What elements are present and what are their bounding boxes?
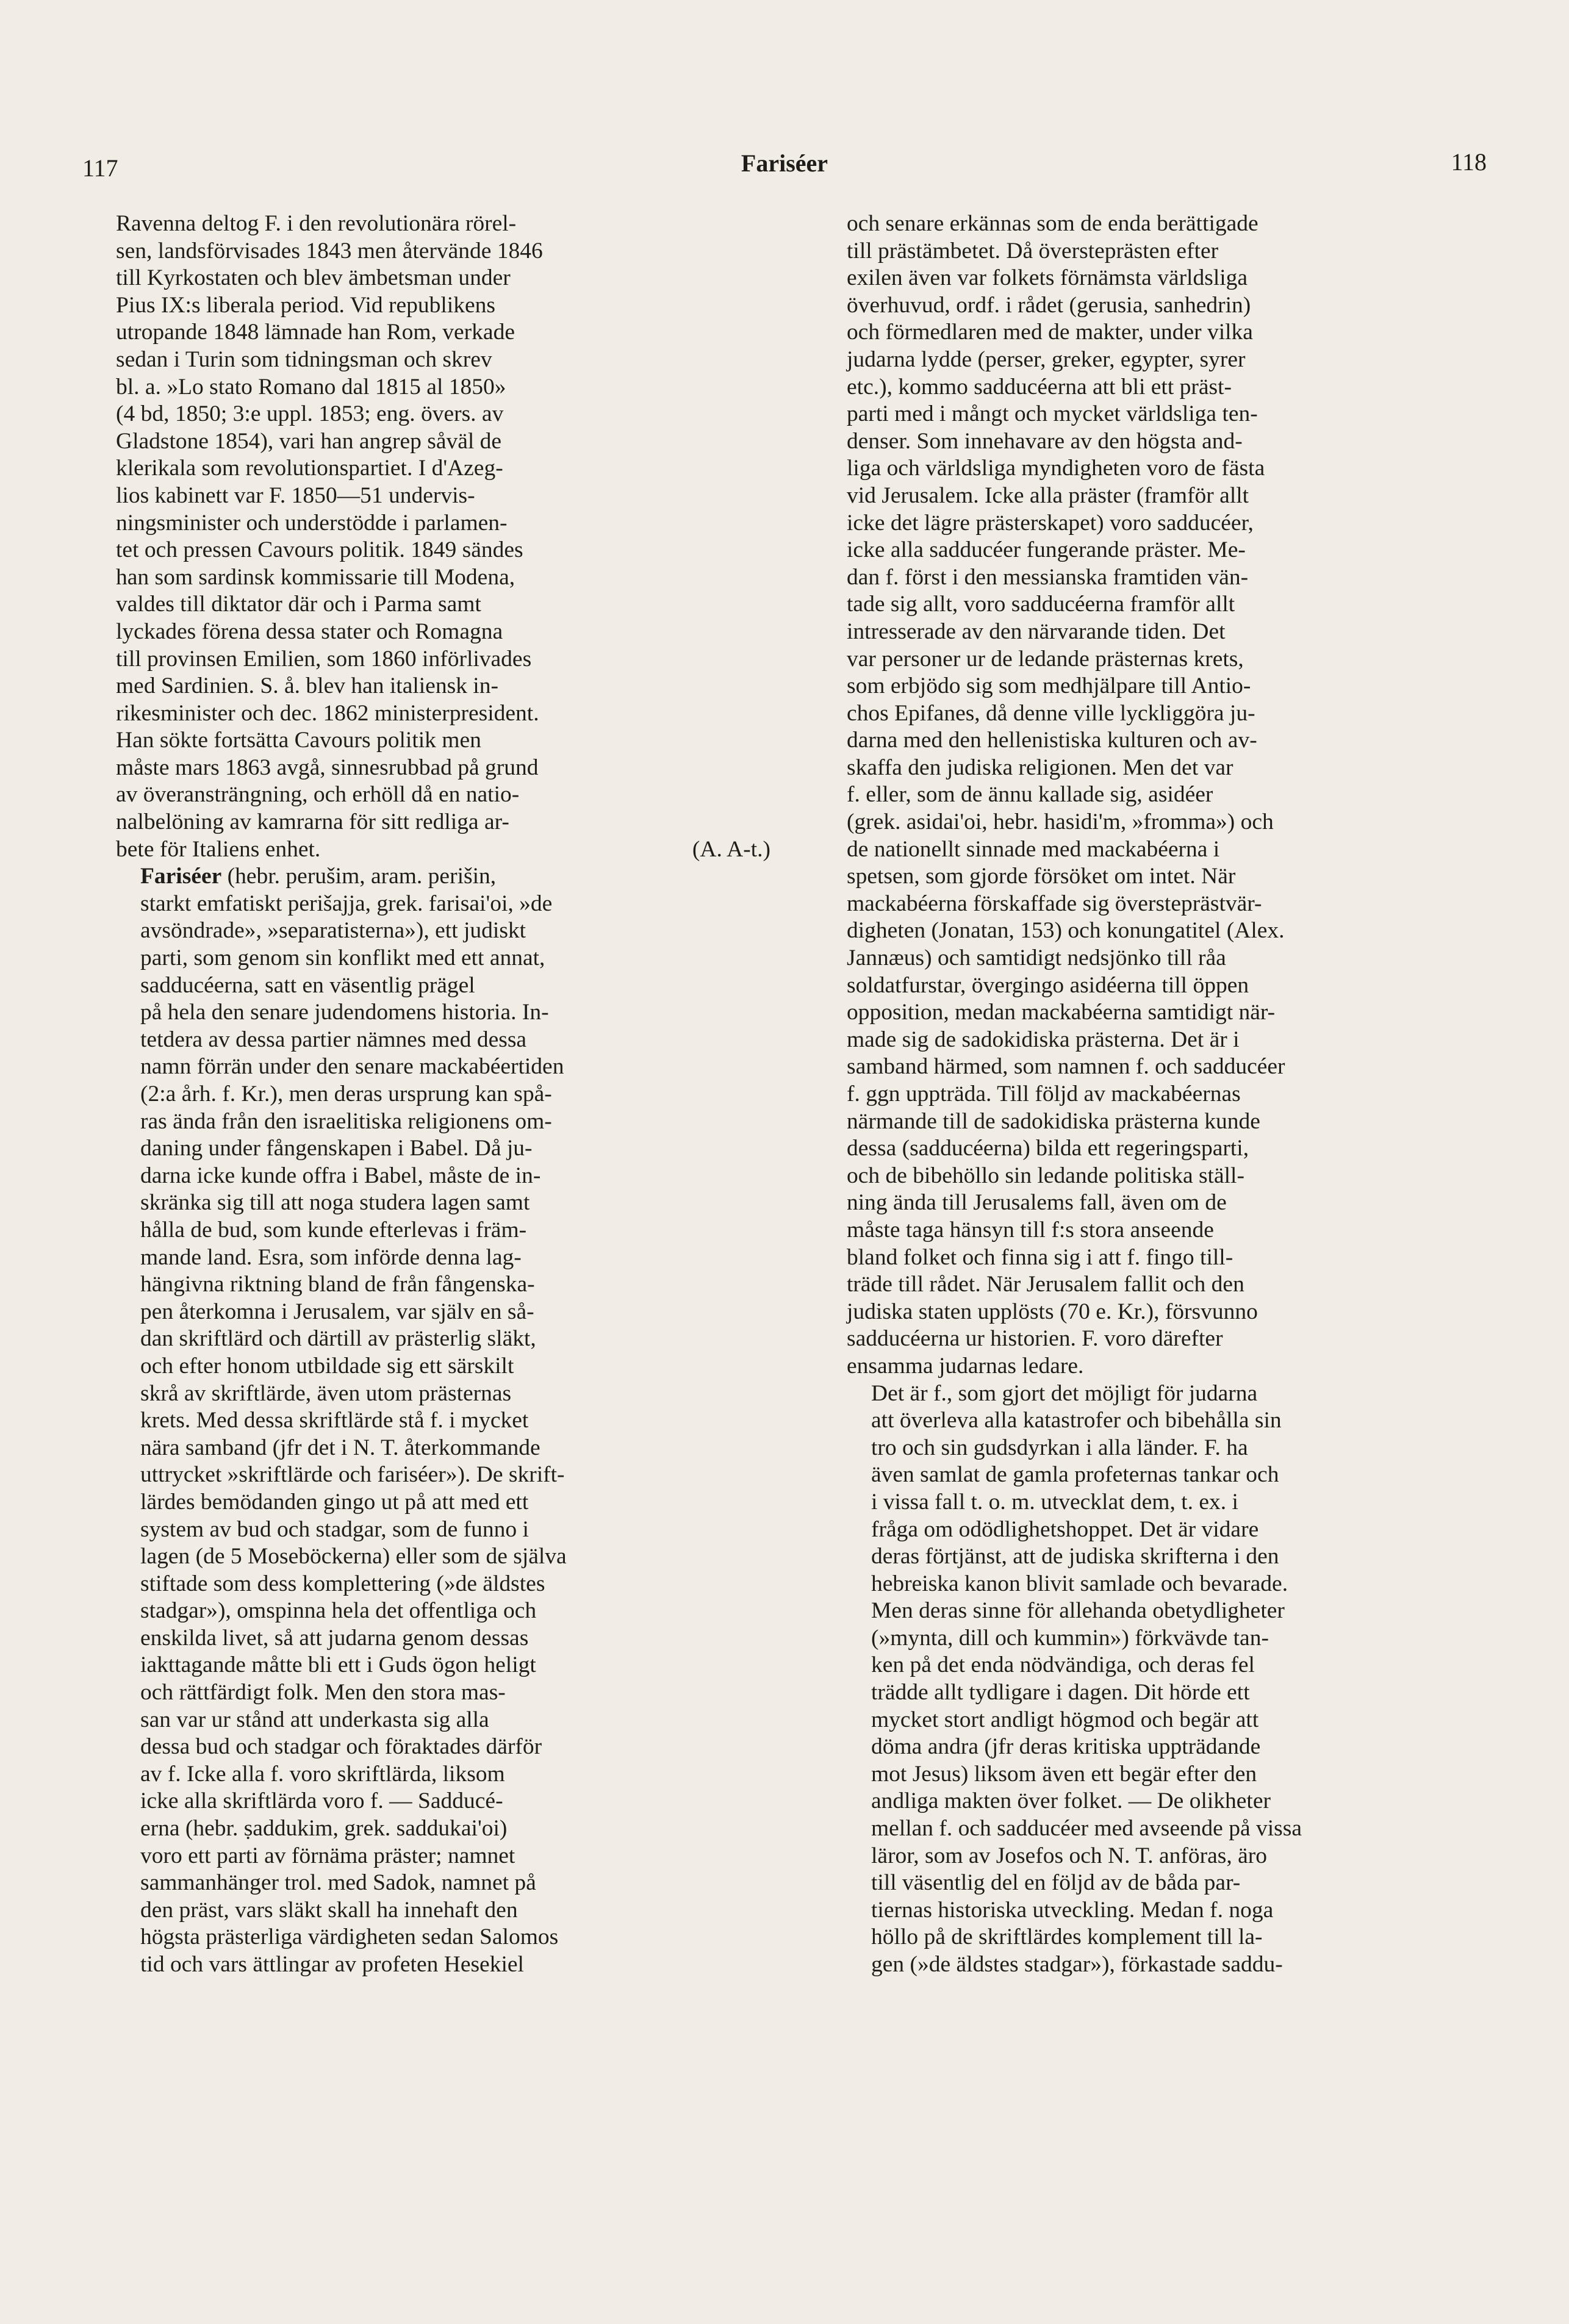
text-line: som erbjödo sig som medhjälpare till Antio- [847,673,1251,699]
text-line: Men deras sinne för allehanda obetydligheter [871,1598,1285,1624]
article-first-line: Fariséer (hebr. perušim, aram. perišin, [140,864,497,889]
text-line: läror, som av Josefos och N. T. anföras, äro [871,1843,1268,1868]
text-line: stiftade som dess komplettering (»de äldstes [140,1571,545,1596]
text-line: ningsminister och understödde i parlamen- [116,510,508,536]
text-line: sadducéerna ur historien. F. voro därefter [847,1326,1223,1352]
text-line: judarna lydde (perser, greker, egypter, syrer [847,346,1246,372]
text-line: mycket stort andligt högmod och begär att [871,1707,1259,1732]
text-line: system av bud och stadgar, som de funno i [140,1516,529,1542]
text-line: enskilda livet, så att judarna genom dessas [140,1625,529,1651]
right-column [847,210,1501,1979]
text-line: judiska staten upplösts (70 e. Kr.), försvunno [847,1299,1258,1324]
page-header [82,142,1487,190]
text-line: han som sardinsk kommissarie till Modena, [116,564,515,590]
page-number-right: 118 [1451,148,1487,176]
text-line: dessa bud och stadgar och föraktades därför [140,1734,542,1760]
text-line: nalbelöning av kamrarna för sitt redliga ar- [116,809,509,835]
text-line: överhuvud, ordf. i rådet (gerusia, sanhedrin) [847,292,1251,318]
text-line: erna (hebr. ṣaddukim, grek. saddukai'oi) [140,1816,508,1842]
text-line: rikesminister och dec. 1862 ministerpresident. [116,700,539,726]
text-line: och förmedlaren med de makter, under vilka [847,320,1253,345]
text-line: mackabéerna förskaffade sig översteprästvär- [847,891,1262,916]
text-line: sedan i Turin som tidningsman och skrev [116,346,492,372]
text-line: nära samband (jfr det i N. T. återkommande [140,1435,540,1460]
text-line: valdes till diktator där och i Parma samt [116,592,481,617]
left-column [116,210,770,1979]
text-line: till väsentlig del en följd av de båda par- [871,1870,1241,1896]
text-line: och senare erkännas som de enda berättigade [847,211,1258,236]
text-line: Jannæus) och samtidigt nedsjönko till råa [847,945,1226,971]
text-line: tetdera av dessa partier nämnes med dessa [140,1027,527,1052]
text-line: bland folket och finna sig i att f. fingo till- [847,1244,1233,1270]
text-line: dan skriftlärd och därtill av prästerlig släkt, [140,1326,536,1352]
text-line: var personer ur de ledande prästernas krets, [847,646,1244,672]
text-line: utropande 1848 lämnade han Rom, verkade [116,320,515,345]
text-line: san var ur stånd att underkasta sig alla [140,1707,489,1732]
text-line: darna med den hellenistiska kulturen och av- [847,728,1257,753]
text-line: (2:a årh. f. Kr.), men deras ursprung kan spå- [140,1081,552,1106]
article-fariseer-continued [847,210,1501,1380]
text-line: icke det lägre prästerskapet) voro sadducéer, [847,510,1254,536]
text-line: icke alla sadducéer fungerande präster. Me- [847,537,1246,563]
text-line: och efter honom utbildade sig ett särskilt [140,1353,514,1379]
text-line: Han sökte fortsätta Cavours politik men [116,728,481,753]
text-line: av f. Icke alla f. voro skriftlärda, liksom [140,1761,505,1787]
text-line: hängivna riktning bland de från fångenska- [140,1272,535,1297]
text-line: sen, landsförvisades 1843 men återvände 1846 [116,238,543,264]
text-line: tiernas historiska utveckling. Medan f. noga [871,1897,1274,1923]
text-line: (»mynta, dill och kummin») förkvävde tan- [871,1625,1269,1651]
text-line: höllo på de skriftlärdes komplement till la- [871,1924,1263,1950]
text-line: klerikala som revolutionspartiet. I d'Azeg- [116,456,503,481]
text-line: gen (»de äldstes stadgar»), förkastade saddu- [871,1952,1283,1977]
author-signature: (A. A-t.) [692,836,770,862]
text-line: även samlat de gamla profeternas tankar och [871,1462,1279,1488]
text-line: till prästämbetet. Då översteprästen efter [847,238,1219,264]
text-line: etc.), kommo sadducéerna att bli ett präst- [847,374,1232,400]
text-line: krets. Med dessa skriftlärde stå f. i mycket [140,1408,529,1433]
text-line: Pius IX:s liberala period. Vid republikens [116,292,495,318]
page-number-left: 117 [82,154,118,182]
article-fariseer-paragraph [847,1380,1501,1979]
text-line: av överansträngning, och erhöll då en natio- [116,782,520,808]
text-line: Gladstone 1854), vari han angrep såväl de [116,428,502,454]
text-line: lyckades förena dessa stater och Romagna [116,619,503,644]
text-line: till Kyrkostaten och blev ämbetsman under [116,265,511,291]
article-last-line: bete för Italiens enhet. (A. A-t.) [116,836,770,864]
text-line: parti med i mångt och mycket världsliga ten- [847,401,1258,427]
text-line: och de bibehöllo sin ledande politiska ställ- [847,1163,1244,1188]
text-line: sammanhänger trol. med Sadok, namnet på [140,1870,536,1896]
text-line: vid Jerusalem. Icke alla präster (framför allt [847,482,1249,508]
text-line: daning under fångenskapen i Babel. Då ju- [140,1136,533,1161]
text-line: sadducéerna, satt en väsentlig prägel [140,972,475,998]
text-line: uttrycket »skriftlärde och fariséer»). De skrift- [140,1462,565,1488]
text-line: döma andra (jfr deras kritiska uppträdande [871,1734,1261,1760]
text-line: avsöndrade», »separatisterna»), ett judiskt [140,918,526,944]
text-line: made sig de sadokidiska prästerna. Det är i [847,1027,1240,1052]
text-line: i vissa fall t. o. m. utvecklat dem, t. ex. i [871,1489,1238,1515]
text-line: darna icke kunde offra i Babel, måste de in- [140,1163,541,1188]
text-line: (4 bd, 1850; 3:e uppl. 1853; eng. övers. av [116,401,504,427]
text-line: chos Epifanes, då denne ville lyckliggöra ju- [847,700,1255,726]
text-line: och rättfärdigt folk. Men den stora mas- [140,1680,506,1705]
text-line: skaffa den judiska religionen. Men det var [847,755,1233,780]
text-line: exilen även var folkets förnämsta världsliga [847,265,1248,291]
text-line: hebreiska kanon blivit samlade och bevarade. [871,1571,1288,1596]
text-line: pen återkomna i Jerusalem, var själv en så- [140,1299,534,1324]
text-line: denser. Som innehavare av den högsta and- [847,428,1243,454]
text-line: digheten (Jonatan, 153) och konungatitel (Alex. [847,918,1285,944]
text-line: starkt emfatiskt perišajja, grek. farisai'oi, »de [140,891,553,916]
text-line: ensamma judarnas ledare. [847,1353,1084,1379]
text-line: opposition, medan mackabéerna samtidigt när- [847,1000,1276,1025]
text-line: soldatfurstar, övergingo asidéerna till öppen [847,972,1249,998]
text-line: mande land. Esra, som införde denna lag- [140,1244,522,1270]
headword: Fariséer [140,864,222,889]
text-line: måste mars 1863 avgå, sinnesrubbad på grund [116,755,539,780]
text-line: tro och sin gudsdyrkan i alla länder. F. ha [871,1435,1248,1460]
article-farini-end [116,210,770,863]
text-line: på hela den senare judendomens historia. In- [140,1000,549,1025]
text-line: till provinsen Emilien, som 1860 införlivades [116,646,532,672]
text-line: ras ända från den israelitiska religionens om- [140,1108,552,1134]
text-line: bl. a. »Lo stato Romano dal 1815 al 1850» [116,374,506,400]
text-line: den präst, vars släkt skall ha innehaft den [140,1897,518,1923]
text-line: ning ända till Jerusalems fall, även om de [847,1190,1227,1216]
running-title: Fariséer [741,149,828,177]
text-line: namn förrän under den senare mackabéertiden [140,1054,564,1080]
text-line: mellan f. och sadducéer med avseende på vissa [871,1816,1302,1842]
text-line: icke alla skriftlärda voro f. — Sadducé- [140,1788,503,1814]
text-line: trädde allt tydligare i dagen. Dit hörde ett [871,1680,1250,1705]
text-line: parti, som genom sin konflikt med ett annat, [140,945,545,971]
text-line: skränka sig till att noga studera lagen samt [140,1190,530,1216]
text-line: voro ett parti av förnäma präster; namnet [140,1843,515,1868]
text-line: andliga makten över folket. — De olikheter [871,1788,1271,1814]
text-line: spetsen, som gjorde försöket om intet. När [847,864,1236,889]
text-line: lärdes bemödanden gingo ut på att med ett [140,1489,529,1515]
text-line: f. eller, som de ännu kallade sig, asidéer [847,782,1213,808]
text-line: ken på det enda nödvändiga, och deras fel [871,1652,1255,1678]
text-line: liga och världsliga myndigheten voro de fästa [847,456,1265,481]
text-line: tid och vars ättlingar av profeten Hesekiel [140,1952,524,1977]
text-line: fråga om odödlighetshoppet. Det är vidare [871,1516,1259,1542]
text-line: tet och pressen Cavours politik. 1849 sändes [116,537,523,563]
text-line: intresserade av den närvarande tiden. Det [847,619,1226,644]
text-line: stadgar»), omspinna hela det offentliga och [140,1598,537,1624]
text-line: de nationellt sinnade med mackabéerna i [847,836,1220,862]
text-line: samband härmed, som namnen f. och sadducéer [847,1054,1285,1080]
text-line: mot Jesus) liksom även ett begär efter den [871,1761,1257,1787]
text-line: tade sig allt, voro sadducéerna framför allt [847,592,1235,617]
article-fariseer [116,863,770,1978]
text-line: måste taga hänsyn till f:s stora anseende [847,1217,1214,1243]
text-line: deras förtjänst, att de judiska skrifterna i den [871,1544,1279,1569]
text-line: skrå av skriftlärde, även utom prästernas [140,1380,512,1406]
text-line: (grek. asidai'oi, hebr. hasidi'm, »fromma») och [847,809,1274,835]
text-line: hålla de bud, som kunde efterlevas i främ- [140,1217,527,1243]
text-line: iakttagande måtte bli ett i Guds ögon heligt [140,1652,536,1678]
text-line: dan f. först i den messianska framtiden vän- [847,564,1249,590]
text-line: högsta prästerliga värdigheten sedan Salomos [140,1924,559,1950]
text-line: lagen (de 5 Moseböckerna) eller som de själva [140,1544,567,1569]
text-line: att överleva alla katastrofer och bibehålla sin [871,1408,1282,1433]
text-line: träde till rådet. När Jerusalem fallit och den [847,1272,1244,1297]
text-line: med Sardinien. S. å. blev han italiensk in- [116,673,498,699]
text-line: dessa (sadducéerna) bilda ett regeringsparti, [847,1136,1249,1161]
text-line: Ravenna deltog F. i den revolutionära rörel- [116,211,517,236]
text-line: Det är f., som gjort det möjligt för judarna [871,1380,1258,1406]
text-line: f. ggn uppträda. Till följd av mackabéernas [847,1081,1241,1106]
text-line: lios kabinett var F. 1850—51 undervis- [116,482,475,508]
text-line: närmande till de sadokidiska prästerna kunde [847,1108,1260,1134]
